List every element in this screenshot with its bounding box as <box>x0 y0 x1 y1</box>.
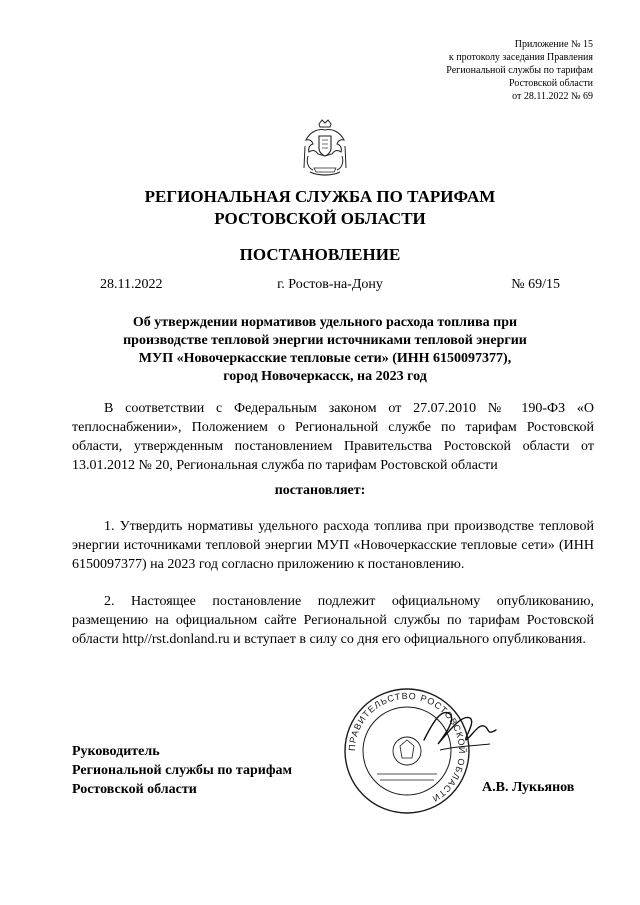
appendix-note <box>446 38 593 103</box>
subject-line: МУП «Новочеркасские тепловые сети» (ИНН 6150097377), <box>138 351 512 366</box>
handwritten-signature <box>420 700 500 760</box>
appendix-line: Приложение № 15 <box>514 39 593 50</box>
position-line: Руководитель <box>72 744 160 759</box>
org-line: РЕГИОНАЛЬНАЯ СЛУЖБА ПО ТАРИФАМ <box>144 187 496 206</box>
subject-line: производстве тепловой энергии источниками тепловой энергии <box>123 333 527 348</box>
document-date: 28.11.2022 <box>100 277 163 292</box>
document-city: г. Ростов-на-Дону <box>277 277 383 292</box>
document-meta <box>100 277 560 297</box>
position-line: Региональной службы по тарифам <box>72 763 293 778</box>
appendix-line: от 28.11.2022 № 69 <box>512 91 593 102</box>
position-line: Ростовской области <box>72 782 197 797</box>
document-number: № 69/15 <box>511 277 560 292</box>
coat-of-arms-icon <box>300 118 350 178</box>
preamble-paragraph: В соответствии с Федеральным законом от 27.07.2010 № 190-ФЗ «О теплоснабжении», Положением о Региональной службе по тарифам Ростовской области, утвержденным постановлением Правительства Ростовской области от 13.01.2012 № 20, Региональная служба по тарифам Ростовской области <box>72 401 594 473</box>
decree-word: постановляет: <box>274 483 366 498</box>
clause-2: 2. Настоящее постановление подлежит официальному опубликованию, размещению на официальном сайте Региональной службы по тарифам Ростовской области http//rst.donland.ru и вступает в силу со дня его официального опубликования. <box>72 594 594 647</box>
seal-ring-text: ПРАВИТЕЛЬСТВО РОСТОВСКОЙ ОБЛАСТИ <box>346 690 468 805</box>
organization-name <box>0 186 640 230</box>
clause-1: 1. Утвердить нормативы удельного расхода топлива при производстве тепловой энергии источниками тепловой энергии МУП «Новочеркасские тепловые сети» (ИНН 6150097377) на 2023 год согласно приложению к постановлению. <box>72 519 594 572</box>
document-subject <box>60 314 590 386</box>
appendix-line: Ростовской области <box>509 78 593 89</box>
subject-line: город Новочеркасск, на 2023 год <box>223 369 427 384</box>
signatory-position <box>72 742 292 799</box>
appendix-line: Региональной службы по тарифам <box>446 65 593 76</box>
subject-line: Об утверждении нормативов удельного расхода топлива при <box>132 315 518 330</box>
org-line: РОСТОВСКОЙ ОБЛАСТИ <box>214 209 426 228</box>
signatory-name: А.В. Лукьянов <box>482 780 575 795</box>
document-type: ПОСТАНОВЛЕНИЕ <box>239 245 401 264</box>
appendix-line: к протоколу заседания Правления <box>448 52 593 63</box>
